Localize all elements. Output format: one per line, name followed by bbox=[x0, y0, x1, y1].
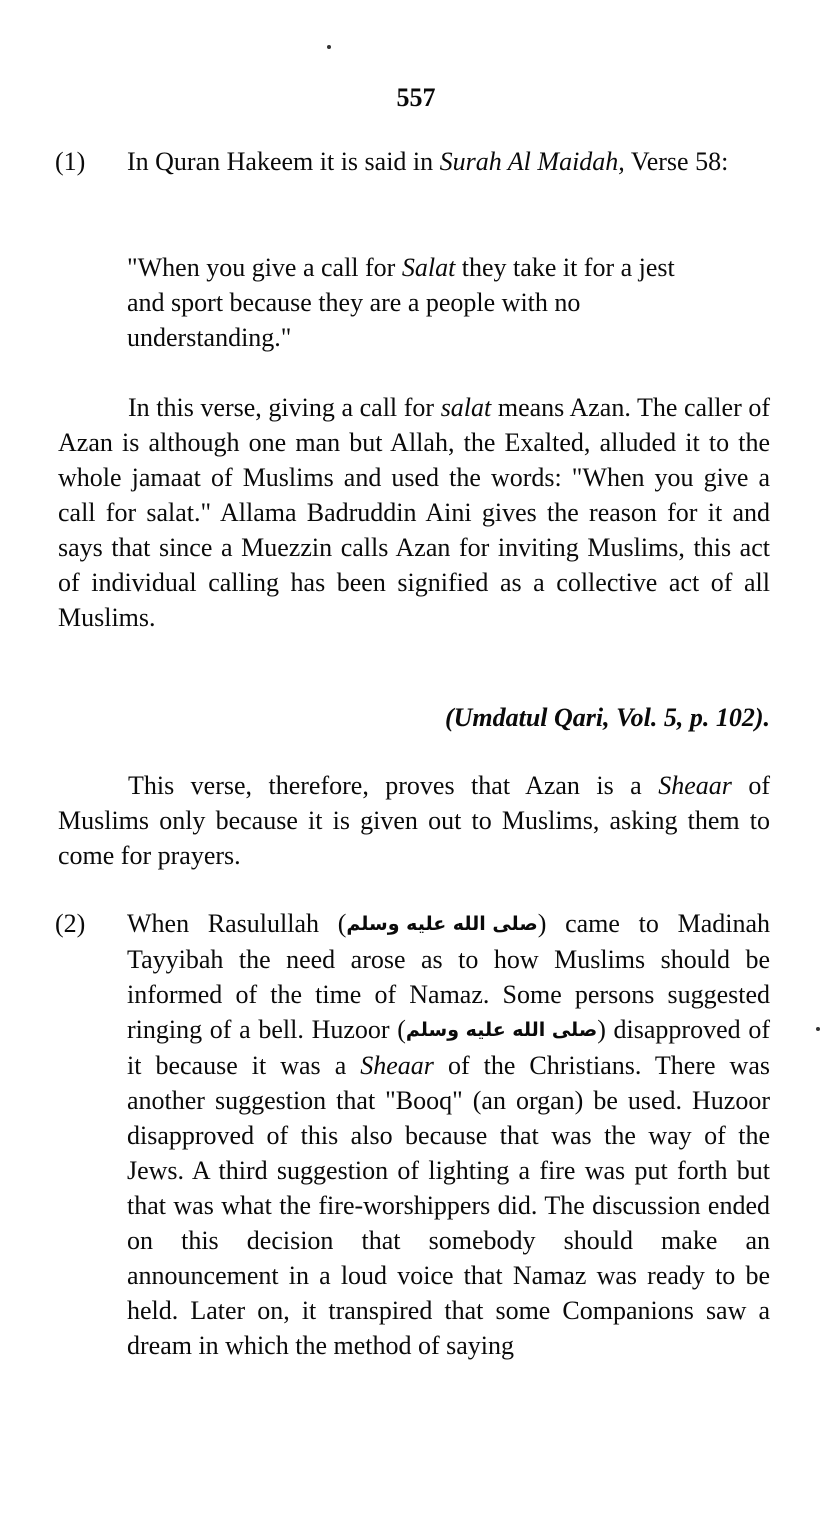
paragraph-text-run: of Muslims only because it is given out to Muslims, asking them to come for prayers. bbox=[58, 771, 770, 870]
verse-text-run: "When you give a call for bbox=[127, 253, 402, 282]
page-number: 557 bbox=[396, 83, 436, 112]
arabic-salutation: صلى الله عليه وسلم bbox=[405, 1019, 598, 1041]
paragraph-text-run: means Azan. The caller of Azan is although one man but Allah, the Exalted, alluded it to the whole jamaat of Muslims and used the words: "When you give a call for salat." Allama Badruddin Aini gives the reason for it and says that since a Muezzin calls Azan for inviting Muslims, this act of individual calling has been signified as a collective act of all Muslims. bbox=[58, 393, 770, 632]
surah-name: Surah Al Maidah, bbox=[439, 147, 625, 176]
paragraph-text-run: This verse, therefore, proves that Azan is a bbox=[128, 771, 659, 800]
verse-italic-term: Salat bbox=[401, 253, 456, 282]
speck-mark bbox=[816, 1027, 820, 1031]
item-number: (2) bbox=[55, 909, 86, 938]
italic-term: salat bbox=[440, 393, 492, 422]
arabic-salutation: صلى الله عليه وسلم bbox=[346, 913, 538, 935]
paragraph-azan-explanation bbox=[58, 390, 770, 635]
item-text-run: ) disapproved of it because it was a bbox=[127, 1015, 770, 1080]
numbered-item-1 bbox=[55, 144, 770, 179]
numbered-item-2 bbox=[55, 906, 770, 1363]
italic-term: Sheaar bbox=[360, 1051, 434, 1080]
item-text-run: ) came to Madinah Tayyibah the need arose as to how Muslims should be informed of the time of Namaz. Some persons suggested ringing of a bell. Huzoor ( bbox=[127, 909, 771, 1044]
quoted-verse bbox=[127, 250, 707, 355]
paragraph-text-run: In this verse, giving a call for bbox=[128, 393, 441, 422]
citation: (Umdatul Qari, Vol. 5, p. 102). bbox=[444, 703, 770, 732]
item-text-run: When Rasulullah ( bbox=[127, 909, 347, 938]
speck-mark bbox=[327, 45, 331, 49]
item-text bbox=[127, 906, 770, 1363]
item-number: (1) bbox=[55, 147, 86, 176]
italic-term: Sheaar bbox=[658, 771, 732, 800]
item-text bbox=[127, 144, 767, 179]
item-text-run: In Quran Hakeem it is said in bbox=[127, 147, 440, 176]
item-text-run: of the Christians. There was another suggestion that "Booq" (an organ) be used. Huzoor disapproved of this also because that was the way of the Jews. A third suggestion of lighting a fire was put forth but that was what the fire-worshippers did. The discussion ended on this decision that somebody should make an announcement in a loud voice that Namaz was ready to be held. Later on, it transpired that some Companions saw a dream in which the method of saying bbox=[127, 1051, 770, 1360]
item-text-run: Verse 58: bbox=[624, 147, 729, 176]
paragraph-sheaar bbox=[58, 768, 770, 873]
verse-text-run: they take it for a jest and sport because they are a people with no understanding." bbox=[127, 253, 675, 352]
